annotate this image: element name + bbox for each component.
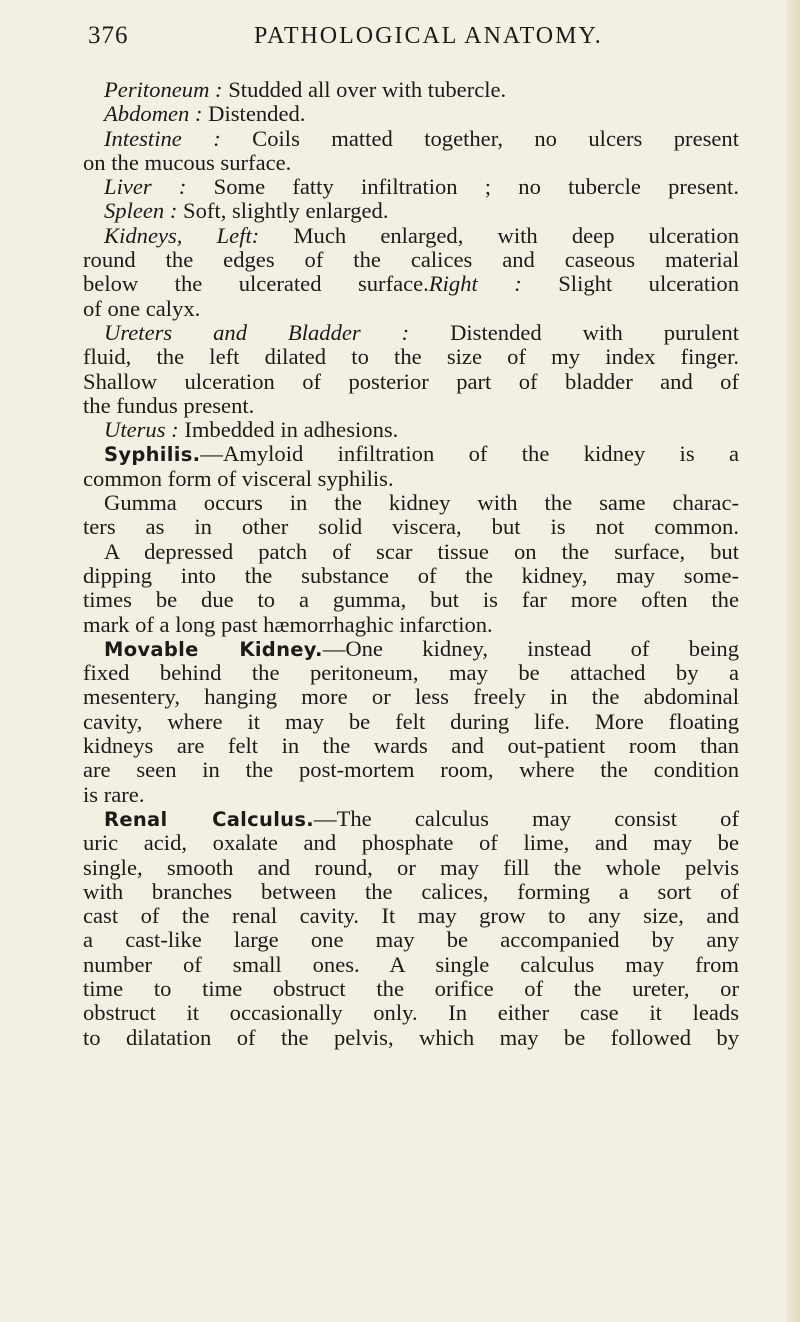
- subheading: Ureters and Bladder :: [104, 319, 410, 345]
- line-text: cast of the renal cavity. It may grow to any size, and: [83, 903, 739, 929]
- line-text: common form of visceral syphilis.: [83, 465, 394, 491]
- text-line: [83, 613, 739, 637]
- text-line: [83, 248, 739, 272]
- text-line: [83, 370, 739, 394]
- page-number: 376: [88, 22, 129, 49]
- line-text: is rare.: [83, 781, 145, 807]
- line-text: are seen in the post-mortem room, where the condition: [83, 757, 739, 783]
- line-text: fixed behind the peritoneum, may be attached by a: [83, 660, 739, 686]
- subheading: Liver :: [104, 174, 187, 200]
- text-line: [83, 928, 739, 952]
- text-line: [83, 78, 739, 102]
- text-line: [83, 661, 739, 685]
- text-line: [83, 345, 739, 369]
- subheading: Abdomen :: [104, 101, 203, 127]
- text-line: [83, 977, 739, 1001]
- subheading: Peritoneum :: [104, 77, 223, 102]
- line-text: Some fatty infiltration ; no tubercle present.: [186, 174, 739, 200]
- text-line: [83, 467, 739, 491]
- line-text: below the ulcerated surface.: [83, 271, 429, 297]
- text-line: [83, 685, 739, 709]
- line-text: kidneys are felt in the wards and out-patient room than: [83, 733, 739, 759]
- text-line: [83, 515, 739, 539]
- line-text: round the edges of the calices and caseous material: [83, 247, 739, 273]
- text-line: [83, 394, 739, 418]
- subheading: Intestine :: [104, 125, 221, 151]
- line-text: single, smooth and round, or may fill the whole pelvis: [83, 854, 739, 880]
- line-text: dipping into the substance of the kidney, may some-: [83, 562, 739, 588]
- running-head: PATHOLOGICAL ANATOMY.: [254, 23, 603, 49]
- line-text: A depressed patch of scar tissue on the surface, but: [104, 538, 739, 564]
- page-header: [88, 22, 768, 56]
- subheading: Kidneys, Left:: [104, 222, 260, 248]
- text-line: [83, 904, 739, 928]
- subheading: Right :: [428, 271, 522, 297]
- line-text: number of small ones. A single calculus may from: [83, 951, 739, 977]
- text-line: [83, 807, 739, 831]
- text-line: [83, 321, 739, 345]
- line-text: time to time obstruct the orifice of the ureter, or: [83, 975, 739, 1001]
- text-line: [83, 831, 739, 855]
- line-text: —Amyloid infiltration of the kidney is a: [200, 441, 739, 467]
- line-text: Imbedded in adhesions.: [178, 417, 399, 443]
- subheading: Uterus :: [104, 417, 179, 443]
- line-text: Distended with purulent: [409, 319, 739, 345]
- subheading: Spleen :: [104, 198, 178, 224]
- line-text: Shallow ulceration of posterior part of bladder and of: [83, 368, 739, 394]
- line-text: —One kidney, instead of being: [322, 635, 739, 661]
- section-heading: Syphilis.: [104, 443, 201, 467]
- text-line: [83, 953, 739, 977]
- line-text: Studded all over with tubercle.: [222, 77, 507, 102]
- line-text: Much enlarged, with deep ulceration: [259, 222, 739, 248]
- text-line: [83, 783, 739, 807]
- line-text: Soft, slightly enlarged.: [177, 198, 389, 224]
- text-line: [83, 102, 739, 126]
- text-line: [83, 224, 739, 248]
- text-line: [83, 880, 739, 904]
- line-text: of one calyx.: [83, 295, 201, 321]
- body-text: [83, 78, 739, 1050]
- line-text: the fundus present.: [83, 392, 255, 418]
- line-text: ters as in other solid viscera, but is not common.: [83, 514, 739, 540]
- page-edge: [786, 0, 800, 1322]
- text-line: [83, 588, 739, 612]
- text-line: [83, 637, 739, 661]
- line-text: mark of a long past hæmorrhaghic infarction.: [83, 611, 493, 637]
- section-heading: Renal Calculus.: [104, 807, 314, 831]
- text-line: [83, 1001, 739, 1025]
- line-text: uric acid, oxalate and phosphate of lime, and may be: [83, 830, 739, 856]
- line-text: times be due to a gumma, but is far more often the: [83, 587, 739, 613]
- text-line: [83, 758, 739, 782]
- line-text: on the mucous surface.: [83, 149, 292, 175]
- text-line: [83, 199, 739, 223]
- text-line: [83, 734, 739, 758]
- line-text: to dilatation of the pelvis, which may be followed by: [83, 1024, 739, 1050]
- text-line: [83, 710, 739, 734]
- line-text: Distended.: [202, 101, 306, 127]
- line-text: mesentery, hanging more or less freely in the abdominal: [83, 684, 739, 710]
- text-line: [83, 272, 739, 296]
- line-text: —The calculus may consist of: [313, 805, 739, 831]
- line-text: fluid, the left dilated to the size of my index finger.: [83, 344, 739, 370]
- section-heading: Movable Kidney.: [104, 637, 323, 661]
- text-line: [83, 127, 739, 151]
- text-line: [83, 564, 739, 588]
- text-line: [83, 491, 739, 515]
- text-line: [83, 856, 739, 880]
- line-text: Slight ulceration: [521, 271, 740, 297]
- text-line: [83, 418, 739, 442]
- text-line: [83, 442, 739, 466]
- line-text: obstruct it occasionally only. In either case it leads: [83, 1000, 739, 1026]
- line-text: cavity, where it may be felt during life. More floating: [83, 708, 739, 734]
- text-line: [83, 151, 739, 175]
- text-line: [83, 540, 739, 564]
- text-line: [83, 1026, 739, 1050]
- line-text: a cast-like large one may be accompanied by any: [83, 927, 739, 953]
- line-text: Coils matted together, no ulcers present: [220, 125, 739, 151]
- text-line: [83, 175, 739, 199]
- line-text: Gumma occurs in the kidney with the same charac-: [104, 490, 739, 516]
- line-text: with branches between the calices, forming a sort of: [83, 878, 739, 904]
- text-line: [83, 297, 739, 321]
